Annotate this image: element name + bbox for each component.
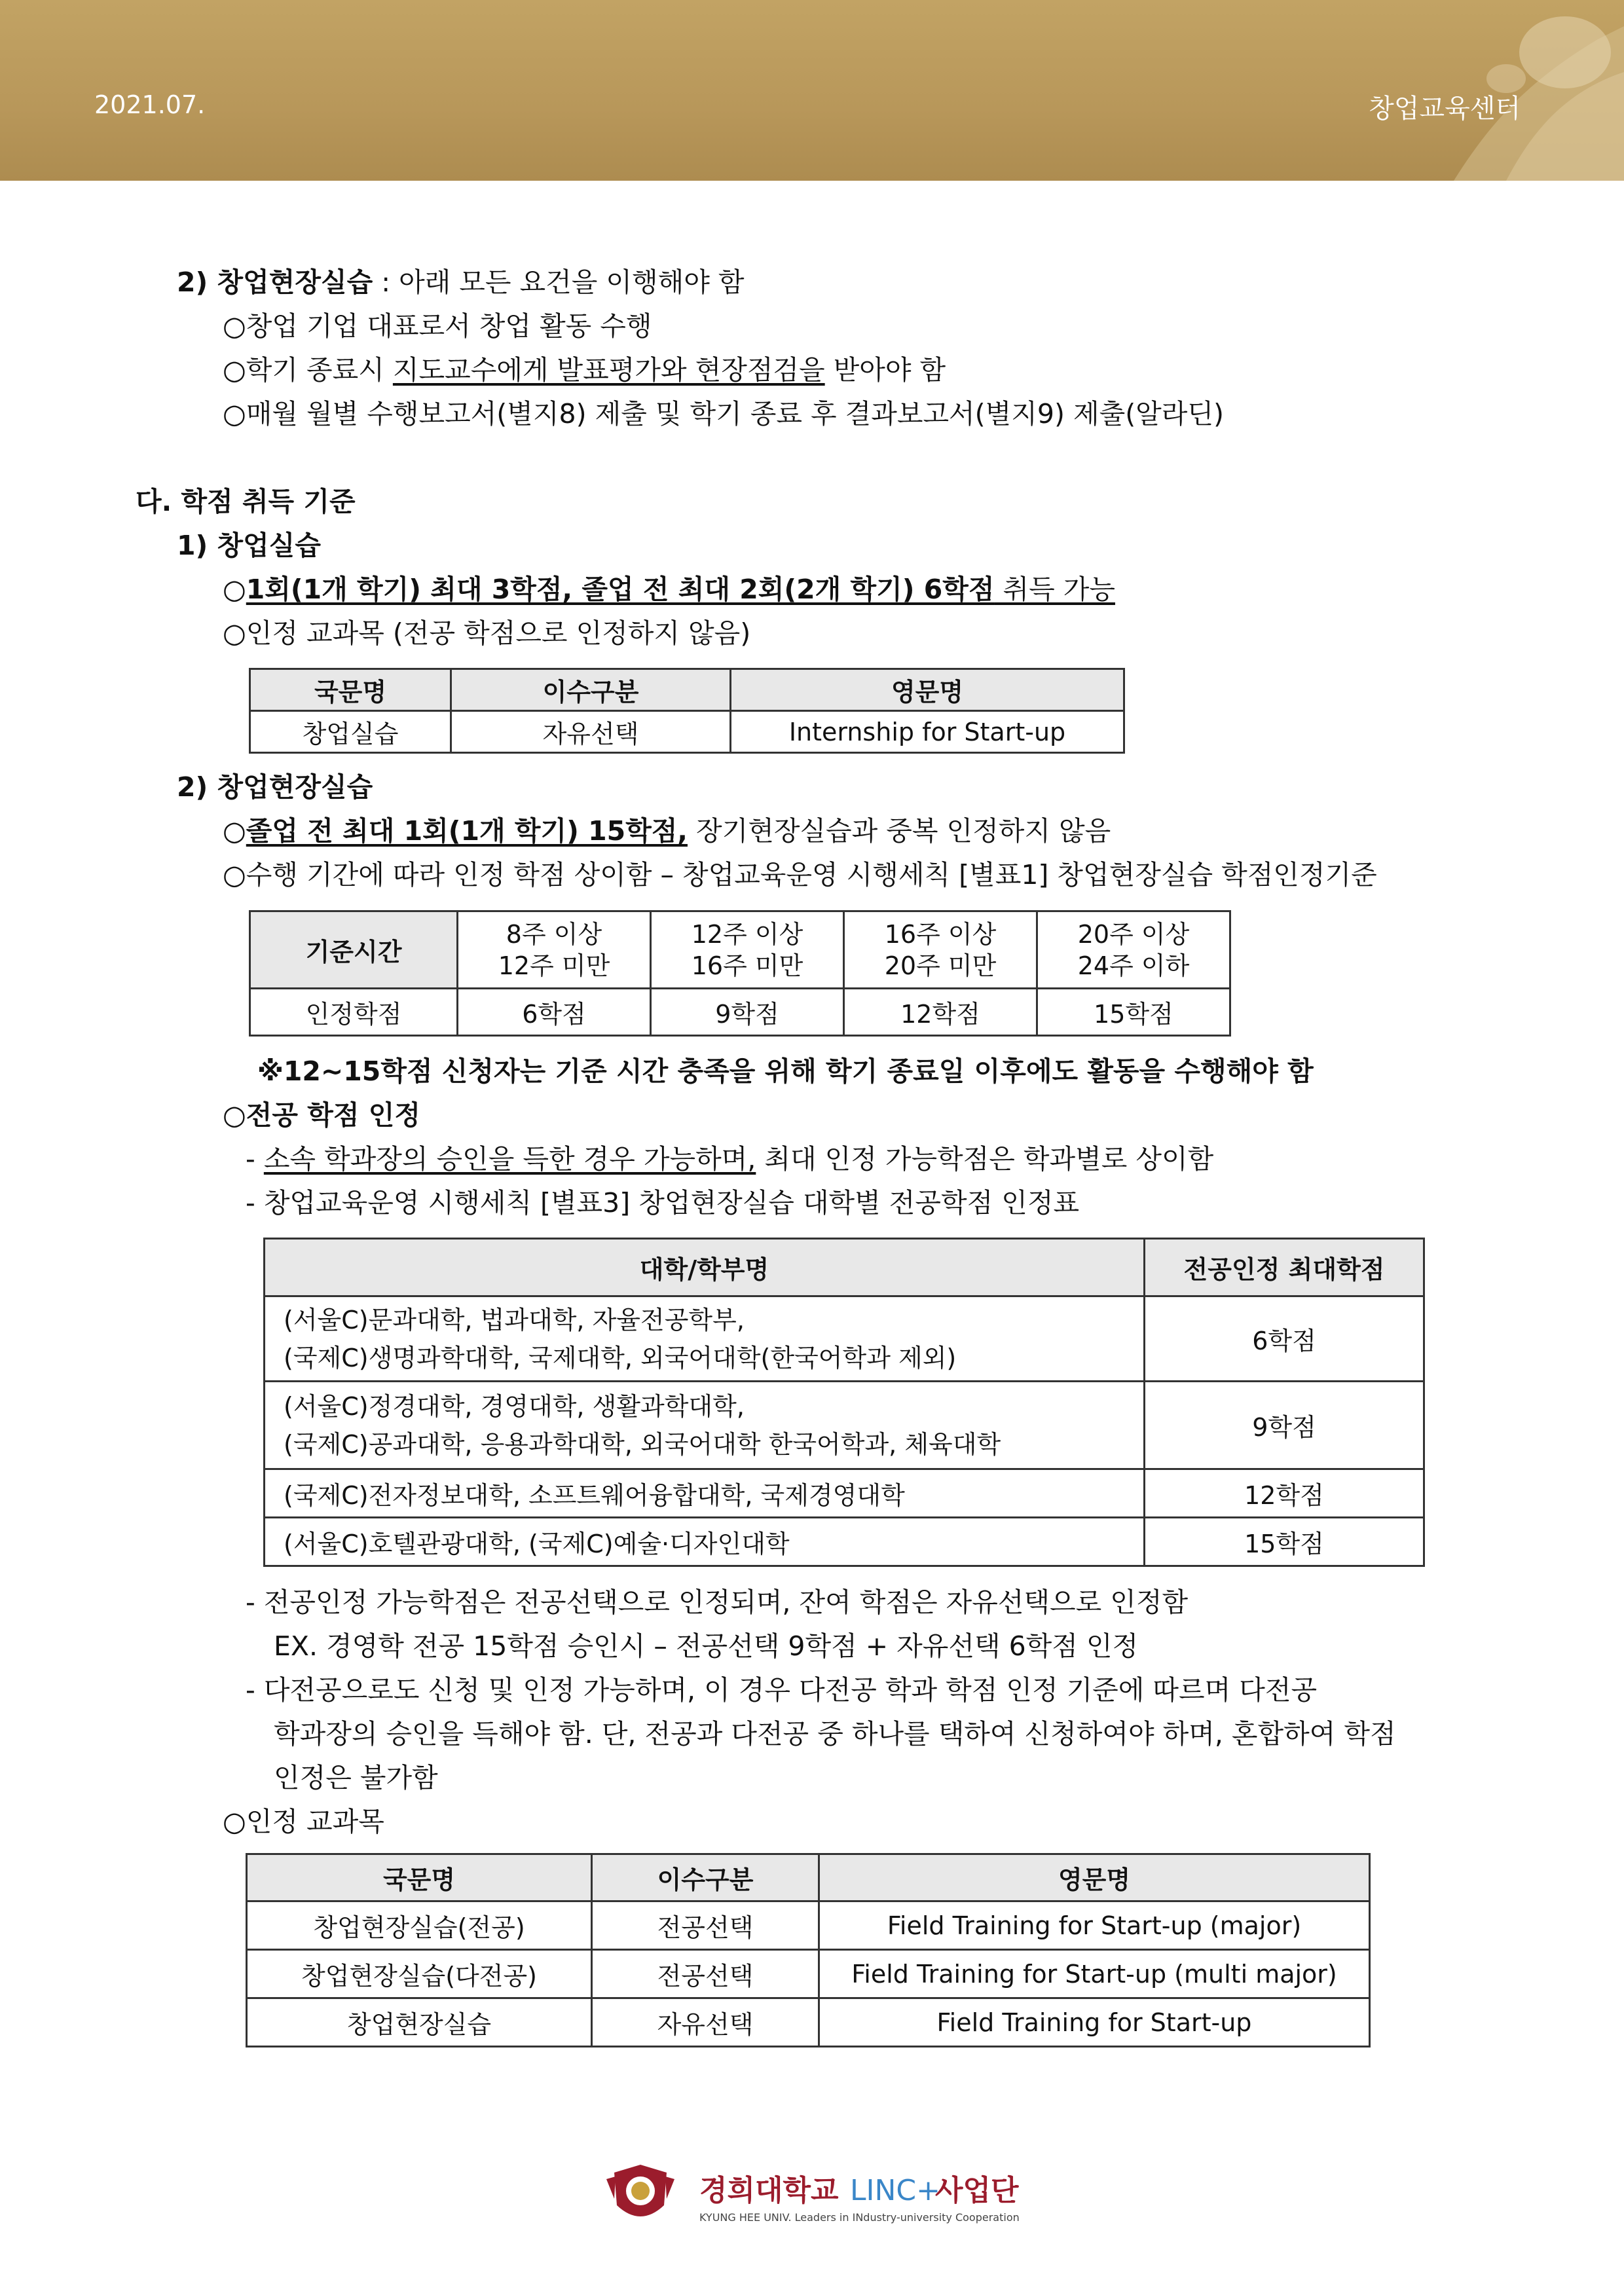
col-header: 국문명 [247, 1854, 592, 1901]
sec2-title-line [177, 264, 744, 301]
p2-bullet-2: ○수행 기간에 따라 인정 학점 상이함 – 창업교육운영 시행세칙 [별표1] 창업현장실습 학점인정기준 [223, 859, 1377, 890]
col-header: 전공인정 최대학점 [1145, 1239, 1424, 1296]
p2-note: ※12~15학점 신청자는 기준 시간 충족을 위해 학기 종료일 이후에도 활동을 수행해야 함 [257, 1056, 1314, 1087]
credit-cell: 12학점 [1145, 1469, 1424, 1518]
hours-cell-l2: 12주 미만 [498, 951, 610, 980]
hours-cell-l1: 12주 이상 [691, 919, 803, 949]
hours-cell [458, 911, 651, 989]
table-row [265, 1382, 1424, 1469]
college-line-1: (서울C)문과대학, 법과대학, 자율전공학부, [284, 1305, 745, 1334]
credit-heading: 다. 학점 취득 기준 [136, 486, 356, 517]
crest-icon [606, 2165, 674, 2216]
college-line-1: (서울C)정경대학, 경영대학, 생활과학대학, [284, 1391, 745, 1421]
college-credit-table [263, 1238, 1425, 1567]
col-header: 영문명 [819, 1854, 1370, 1901]
table-cell: Field Training for Start-up (major) [819, 1901, 1370, 1950]
p2-dash-4-line-3: 인정은 불가함 [274, 1762, 438, 1793]
hours-row [250, 911, 1230, 989]
logo-brand: LINC+ [850, 2174, 940, 2207]
col-header: 이수구분 [451, 669, 731, 711]
hours-cell-l1: 16주 이상 [884, 919, 997, 949]
p2-dash-2: - 창업교육운영 시행세칙 [별표3] 창업현장실습 대학별 전공학점 인정표 [246, 1187, 1080, 1219]
table-cell: Field Training for Start-up [819, 1998, 1370, 2047]
credit-cell: 12학점 [844, 989, 1037, 1036]
credit-cell: 15학점 [1037, 989, 1230, 1036]
table-row [247, 1950, 1370, 1998]
p1-bullet-1 [223, 571, 1115, 608]
credit-cell: 9학점 [1145, 1382, 1424, 1469]
p2-title: 2) 창업현장실습 [177, 771, 373, 803]
p1-course-table [249, 668, 1125, 754]
p1-bullet-1-mark: ○ [223, 574, 246, 605]
table-header-row [250, 669, 1124, 711]
table-header-row [247, 1854, 1370, 1901]
col-header: 영문명 [731, 669, 1124, 711]
col-header: 국문명 [250, 669, 451, 711]
logo-suffix: 사업단 [935, 2174, 1019, 2207]
hours-cell [1037, 911, 1230, 989]
p1-bullet-2: ○인정 교과목 (전공 학점으로 인정하지 않음) [223, 617, 751, 649]
university-logo [601, 2159, 1033, 2231]
p2-bullet-1-bold: 졸업 전 최대 1회(1개 학기) 15학점, [246, 815, 688, 847]
p2-major-title: ○전공 학점 인정 [223, 1099, 420, 1131]
p1-bullet-1-underlined [246, 574, 1115, 605]
p2-dash-4-line-1: - 다전공으로도 신청 및 인정 가능하며, 이 경우 다전공 학과 학점 인정 기준에 따르며 다전공 [246, 1674, 1318, 1706]
logo-subtitle: KYUNG HEE UNIV. Leaders in INdustry-university Cooperation [699, 2211, 1020, 2224]
p1-bullet-1-bold: 1회(1개 학기) 최대 3학점, 졸업 전 최대 2회(2개 학기) 6학점 [246, 574, 995, 605]
table-row [265, 1296, 1424, 1382]
p2-bullet-3: ○인정 교과목 [223, 1806, 384, 1837]
credit-cell: 6학점 [458, 989, 651, 1036]
table-cell: 창업현장실습 [247, 1998, 592, 2047]
sec2-bullet-2-post: 받아야 함 [824, 354, 946, 386]
hours-credit-table [249, 910, 1231, 1037]
hours-cell-l2: 20주 미만 [884, 951, 997, 980]
sec2-bullet-2-pre: ○학기 종료시 [223, 354, 393, 386]
sec2-bullet-1: ○창업 기업 대표로서 창업 활동 수행 [223, 310, 652, 342]
p2-dash-3-example: EX. 경영학 전공 15학점 승인시 – 전공선택 9학점 + 자유선택 6학점 인정 [274, 1630, 1139, 1662]
table-row [265, 1518, 1424, 1566]
table-cell: Field Training for Start-up (multi major) [819, 1950, 1370, 1998]
credit-cell: 15학점 [1145, 1518, 1424, 1566]
p2-dash-1-post: 최대 인정 가능학점은 학과별로 상이함 [756, 1143, 1214, 1175]
sec2-desc: : 아래 모든 요건을 이행해야 함 [373, 266, 745, 298]
p1-title: 1) 창업실습 [177, 530, 321, 561]
p2-bullet-1-mark: ○ [223, 815, 246, 847]
credit-row [250, 989, 1230, 1036]
col-header: 이수구분 [592, 1854, 819, 1901]
college-cell: (서울C)호텔관광대학, (국제C)예술·디자인대학 [265, 1518, 1145, 1566]
college-cell [265, 1296, 1145, 1382]
p2-dash-4-line-2: 학과장의 승인을 득해야 함. 단, 전공과 다전공 중 하나를 택하여 신청하여야 하며, 혼합하여 학점 [274, 1718, 1396, 1750]
p1-bullet-1-rest: 취득 가능 [994, 574, 1115, 605]
college-line-2: (국제C)공과대학, 응용과학대학, 외국어대학 한국어학과, 체육대학 [284, 1429, 1001, 1459]
college-cell [265, 1382, 1145, 1469]
major-course-table [246, 1853, 1371, 2047]
col-header: 대학/학부명 [265, 1239, 1145, 1296]
college-cell: (국제C)전자정보대학, 소프트웨어융합대학, 국제경영대학 [265, 1469, 1145, 1518]
header-date: 2021.07. [94, 90, 206, 119]
p2-bullet-1 [223, 813, 1111, 849]
table-row [247, 1901, 1370, 1950]
hours-cell-l1: 20주 이상 [1077, 919, 1190, 949]
table-cell: 창업실습 [250, 711, 451, 753]
hours-cell-l1: 8주 이상 [506, 919, 602, 949]
hours-label: 기준시간 [250, 911, 458, 989]
table-cell: 자유선택 [592, 1998, 819, 2047]
credit-label: 인정학점 [250, 989, 458, 1036]
hours-cell [844, 911, 1037, 989]
hours-cell-l2: 24주 이하 [1077, 951, 1190, 980]
page-header [0, 0, 1624, 181]
table-cell: 전공선택 [592, 1950, 819, 1998]
table-cell: 창업현장실습(전공) [247, 1901, 592, 1950]
table-cell: 창업현장실습(다전공) [247, 1950, 592, 1998]
sec2-bullet-2-underlined: 지도교수에게 발표평가와 현장점검을 [392, 354, 825, 386]
hours-cell-l2: 16주 미만 [691, 951, 803, 980]
p2-bullet-1-rest: 장기현장실습과 중복 인정하지 않음 [687, 815, 1111, 847]
table-cell: 자유선택 [451, 711, 731, 753]
logo-main: 경희대학교 [699, 2174, 839, 2207]
sec2-bullet-2 [223, 352, 946, 388]
p2-dash-1 [246, 1141, 1213, 1177]
sec2-bullet-3: ○매월 월별 수행보고서(별지8) 제출 및 학기 종료 후 결과보고서(별지9) 제출(알라딘) [223, 398, 1224, 430]
sec2-title: 2) 창업현장실습 [177, 266, 373, 298]
table-header-row [265, 1239, 1424, 1296]
college-line-2: (국제C)생명과학대학, 국제대학, 외국어대학(한국어학과 제외) [284, 1343, 957, 1372]
table-cell: Internship for Start-up [731, 711, 1124, 753]
table-row [247, 1998, 1370, 2047]
p2-dash-1-underlined: 소속 학과장의 승인을 득한 경우 가능하며, [263, 1143, 756, 1175]
credit-cell: 6학점 [1145, 1296, 1424, 1382]
p2-dash-1-pre: - [246, 1143, 264, 1175]
credit-cell: 9학점 [651, 989, 844, 1036]
p2-dash-3: - 전공인정 가능학점은 전공선택으로 인정되며, 잔여 학점은 자유선택으로 인정함 [246, 1587, 1189, 1618]
table-row [265, 1469, 1424, 1518]
table-row [250, 711, 1124, 753]
header-org: 창업교육센터 [1369, 94, 1521, 124]
hours-cell [651, 911, 844, 989]
table-cell: 전공선택 [592, 1901, 819, 1950]
